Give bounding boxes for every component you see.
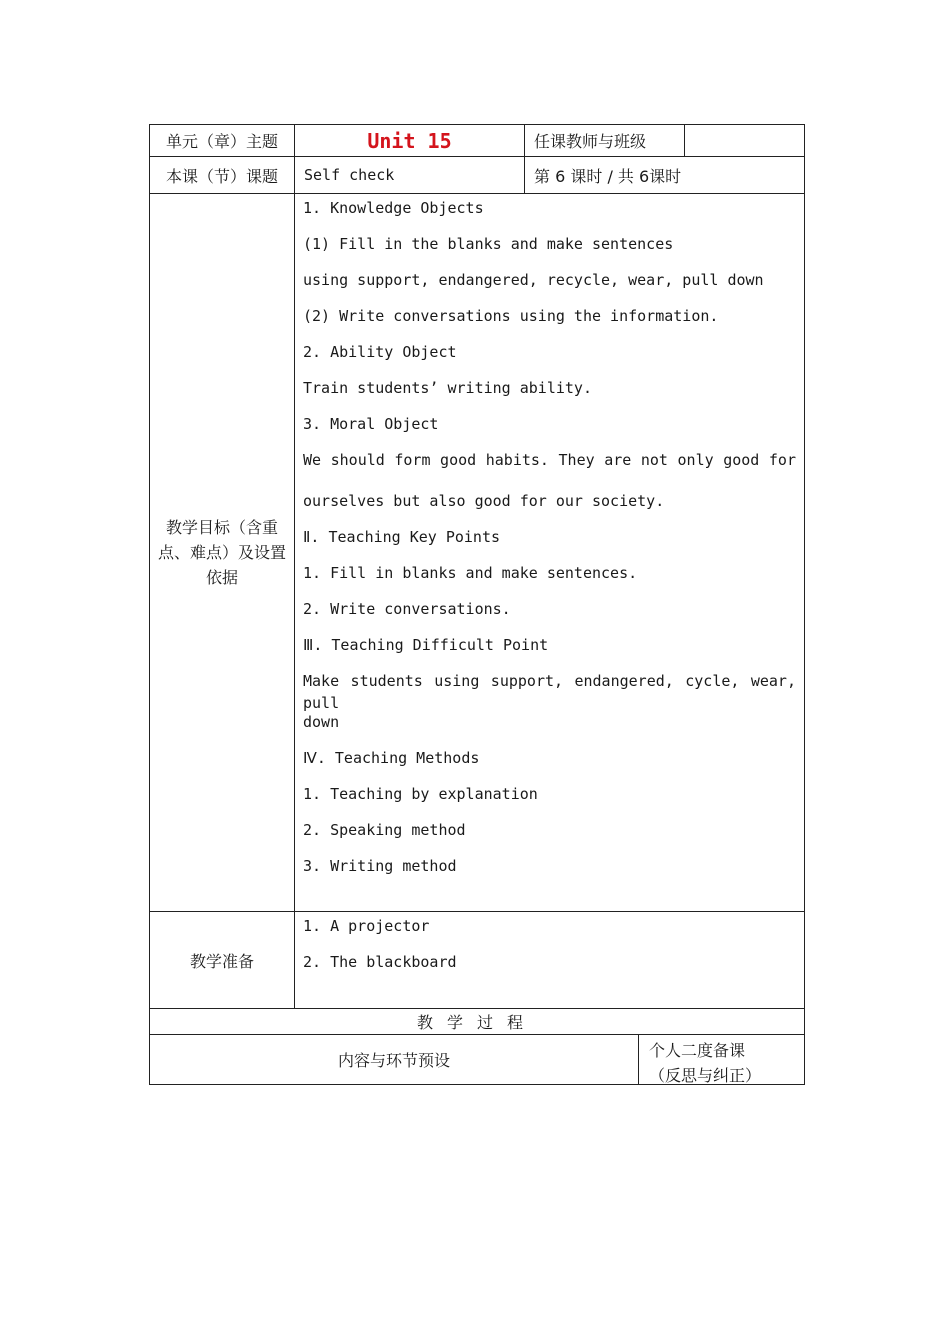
unit-label: 单元（章）主题 [165,132,278,151]
objective-line: using support, endangered, recycle, wear, pull down [303,271,764,289]
unit-value: Unit 15 [294,125,524,156]
teacher-value [684,125,804,156]
teacher-label: 任课教师与班级 [524,125,684,156]
objective-line: 1. Knowledge Objects [303,199,484,217]
process-header-row [149,1035,805,1085]
personal-prep-line1: 个人二度备课 [649,1041,746,1060]
preparation-row [149,912,805,1009]
personal-prep-label [638,1035,804,1084]
objective-line: We should form good habits. They are not only good for [303,451,796,469]
preparation-label: 教学准备 [189,951,254,971]
objective-line: 3. Writing method [303,857,457,875]
objective-line: 3. Moral Object [303,415,439,433]
objectives-body [294,194,804,911]
process-title: 教学过程 [416,1013,537,1032]
objective-line: 2. Write conversations. [303,600,511,618]
lesson-label: 本课（节）课题 [165,166,278,186]
preparation-line: 2. The blackboard [303,953,457,971]
objectives-row [149,194,805,912]
objective-line: ourselves but also good for our society. [303,492,665,510]
preparation-body [294,912,804,1008]
period-text: 第 6 课时 / 共 6课时 [524,157,804,193]
objective-line: Ⅲ. Teaching Difficult Point [303,636,549,654]
objective-line: down [303,713,340,731]
objective-line: 2. Speaking method [303,821,466,839]
objective-line: (2) Write conversations using the information. [303,307,719,325]
objective-line: Ⅳ. Teaching Methods [303,749,480,767]
objective-line: 1. Fill in blanks and make sentences. [303,564,638,582]
personal-prep-line2: （反思与纠正） [649,1066,762,1085]
objective-line: (1) Fill in the blanks and make sentences [303,235,674,253]
unit-row [149,124,805,157]
preparation-line: 1. A projector [303,917,430,935]
lesson-row [149,157,805,194]
objectives-label: 教学目标（含重点、难点）及设置依据 [158,518,287,587]
lesson-value: Self check [294,157,524,193]
content-label: 内容与环节预设 [337,1051,450,1070]
objective-line: Train students’ writing ability. [303,379,592,397]
objective-line: 2. Ability Object [303,343,457,361]
process-title-row [149,1009,805,1035]
lesson-plan-table [149,124,805,1085]
objective-line: 1. Teaching by explanation [303,785,538,803]
objective-line: Ⅱ. Teaching Key Points [303,528,501,546]
objective-line: Make students using support, endangered, cycle, wear, pull [303,672,796,712]
